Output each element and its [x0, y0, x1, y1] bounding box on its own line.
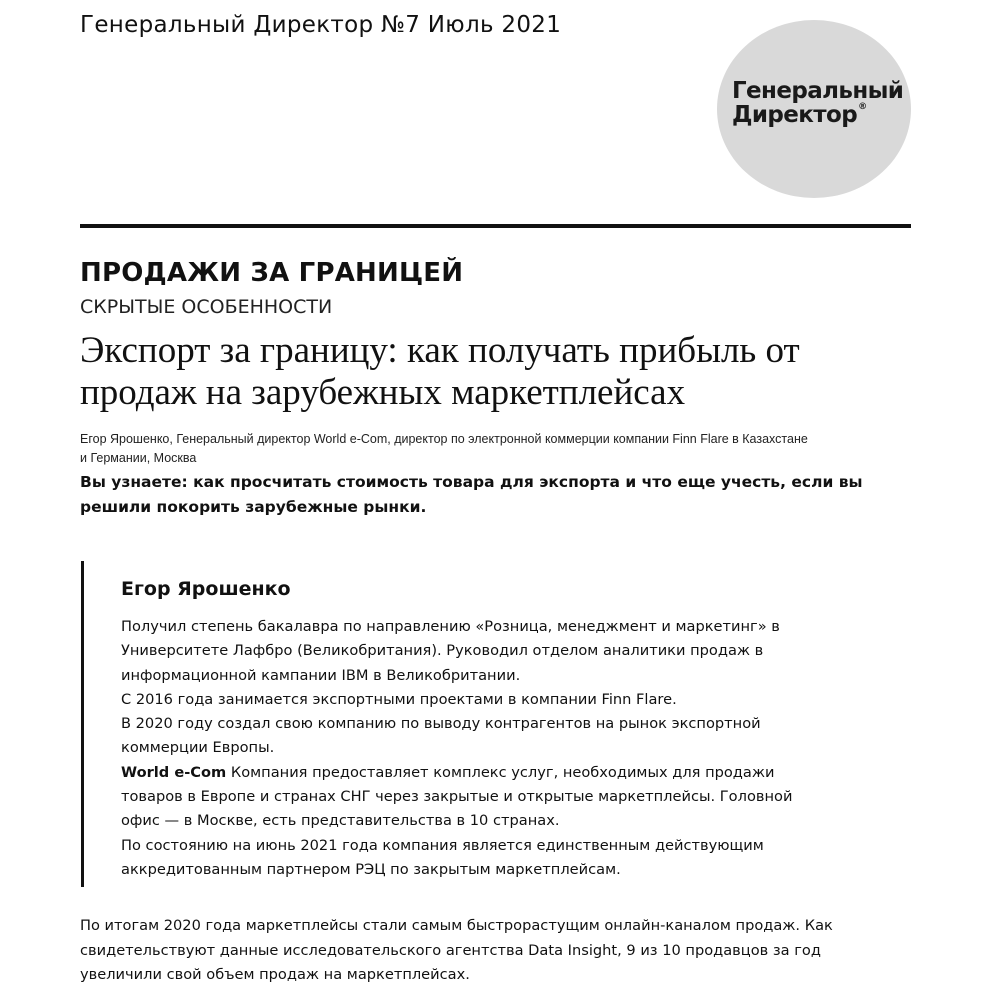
bio-line: Получил степень бакалавра по направлению «Розница, менеджмент и маркетинг» в [121, 618, 780, 635]
body-line: По итогам 2020 года маркетплейсы стали самым быстрорастущим онлайн-каналом продаж. Как [80, 917, 833, 934]
bio-company-text: Компания предоставляет комплекс услуг, необходимых для продажи [226, 763, 775, 781]
byline-line: Егор Ярошенко, Генеральный директор World e-Com, директор по электронной коммерции компании Finn Flare в Казахстане [80, 432, 808, 446]
body-line: увеличили свой объем продаж на маркетплейсах. [80, 966, 470, 983]
bio-line: офис — в Москве, есть представительства в 10 странах. [121, 812, 560, 830]
logo-text-line2-wrap [732, 102, 866, 128]
bio-line: аккредитованным партнером РЭЦ по закрытым маркетплейсам. [121, 860, 621, 878]
logo-text-line1: Генеральный [732, 78, 904, 104]
body-line: свидетельствуют данные исследовательского агентства Data Insight, 9 из 10 продавцов за год [80, 941, 821, 959]
section-title: ПРОДАЖИ ЗА ГРАНИЦЕЙ [80, 258, 464, 288]
bio-line: товаров в Европе и странах СНГ через закрытые и открытые маркетплейсы. Головной [121, 788, 793, 806]
bio-line: коммерции Европы. [121, 739, 275, 757]
magazine-logo [717, 20, 911, 198]
bio-sidebar-rule [81, 561, 84, 887]
bio-line: По состоянию на июнь 2021 года компания является единственным действующим [121, 836, 764, 854]
bio-company-line [121, 761, 881, 785]
article-title-line: продаж на зарубежных маркетплейсах [80, 372, 686, 413]
lead-line: Вы узнаете: как просчитать стоимость товара для экспорта и что еще учесть, если вы [80, 473, 863, 491]
section-subtitle: СКРЫТЫЕ ОСОБЕННОСТИ [80, 296, 333, 318]
logo-text-line2: Директор [732, 102, 858, 128]
bio-company-name: World e-Com [121, 763, 227, 781]
lead-line: решили покорить зарубежные рынки. [80, 498, 427, 516]
bio-text [121, 615, 881, 882]
bio-line: С 2016 года занимается экспортными проектами в компании Finn Flare. [121, 690, 677, 708]
bio-line: Университете Лафбро (Великобритания). Руководил отделом аналитики продаж в [121, 642, 764, 660]
article-title-line: Экспорт за границу: как получать прибыль от [80, 330, 800, 371]
bio-line: В 2020 году создал свою компанию по выводу контрагентов на рынок экспортной [121, 715, 761, 733]
magazine-issue-header: Генеральный Директор №7 Июль 2021 [80, 12, 562, 38]
byline-line: и Германии, Москва [80, 451, 197, 465]
article-title [80, 330, 910, 414]
top-divider [80, 224, 911, 228]
article-byline [80, 430, 910, 468]
article-body [80, 914, 920, 988]
bio-line: информационной кампании IBM в Великобритании. [121, 666, 521, 684]
article-lead [80, 470, 910, 520]
bio-name: Егор Ярошенко [121, 578, 291, 600]
logo-registered-mark: ® [858, 102, 867, 112]
